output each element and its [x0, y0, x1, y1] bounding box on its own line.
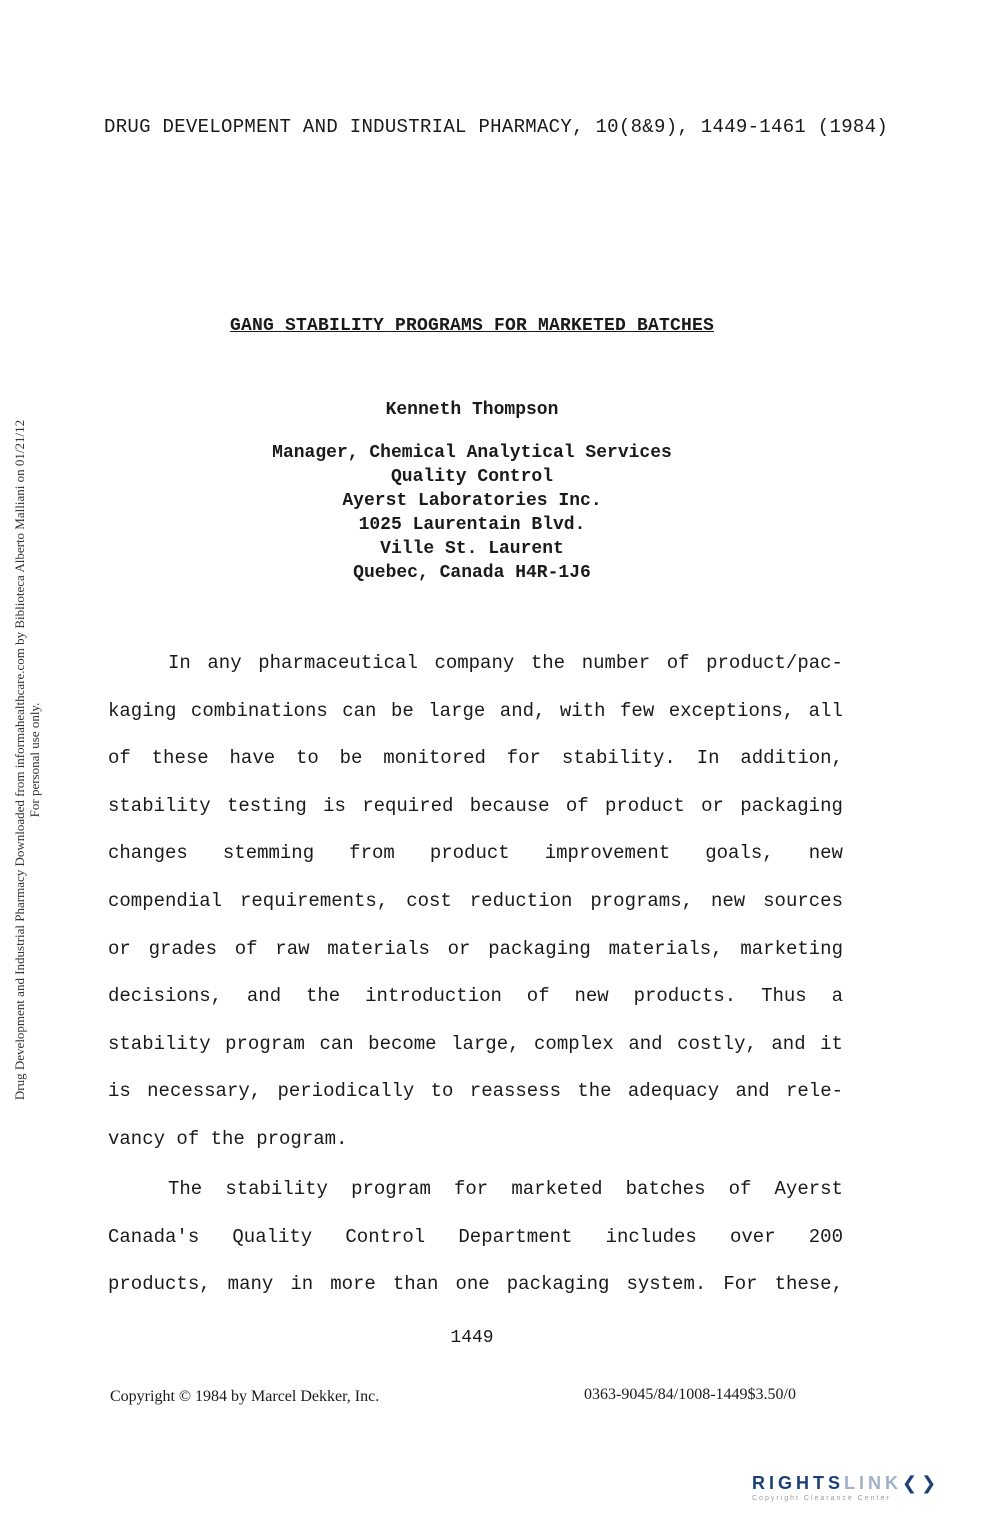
- word: new: [808, 842, 843, 865]
- word: batches: [625, 1178, 706, 1200]
- word: In: [168, 652, 191, 674]
- word: it: [820, 1032, 843, 1055]
- word: goals,: [705, 842, 774, 865]
- word: For: [723, 1273, 758, 1296]
- author-affiliation: [0, 441, 944, 585]
- word: products.: [633, 985, 737, 1008]
- word: and: [246, 985, 282, 1008]
- word: program: [351, 1178, 431, 1200]
- word: Quality: [232, 1225, 313, 1248]
- rightslink-subtitle: Copyright Clearance Center: [752, 1495, 891, 1502]
- word: and: [628, 1032, 663, 1055]
- word: one: [455, 1273, 490, 1296]
- author-name: Kenneth Thompson: [385, 400, 559, 420]
- word: packaging: [740, 794, 843, 817]
- word: or: [108, 937, 131, 960]
- word: necessary,: [147, 1080, 262, 1103]
- word: product/pac-: [706, 652, 843, 674]
- side-note-line: Drug Development and Industrial Pharmacy Downloaded from informahealthcare.com by Biblioteca Alberto Malliani on 01/21/12: [12, 419, 27, 1101]
- word: Control: [345, 1225, 426, 1248]
- word: complex: [534, 1032, 614, 1055]
- word: the: [530, 652, 566, 674]
- word: exceptions,: [668, 699, 795, 722]
- word: of: [234, 937, 258, 960]
- word: all: [808, 699, 843, 722]
- word: raw: [275, 937, 310, 960]
- word: kaging: [108, 699, 177, 722]
- body-paragraph-1: [108, 640, 843, 1164]
- word: can: [342, 699, 377, 722]
- word: changes: [108, 842, 188, 865]
- word: packaging: [488, 937, 591, 960]
- text-line: [108, 735, 843, 783]
- word: have: [229, 747, 276, 770]
- word: system.: [626, 1273, 707, 1296]
- word: materials,: [608, 937, 723, 960]
- word: required: [362, 794, 454, 817]
- word: adequacy: [627, 1080, 720, 1103]
- word: of: [728, 1178, 752, 1200]
- word: the: [577, 1080, 612, 1103]
- word: for: [454, 1178, 489, 1200]
- word: Ayerst: [774, 1178, 843, 1200]
- text-line: [108, 1021, 843, 1069]
- word: combinations: [190, 699, 328, 722]
- word: can: [319, 1032, 354, 1055]
- word: stability: [108, 1032, 211, 1055]
- affiliation-line: Quality Control: [390, 467, 554, 487]
- word: packaging: [506, 1273, 610, 1296]
- word: stability: [225, 1178, 328, 1200]
- word: any: [207, 652, 242, 674]
- article-code: 0363-9045/84/1008-1449$3.50/0: [584, 1386, 796, 1403]
- word: large,: [451, 1032, 520, 1055]
- word: materials: [327, 937, 430, 960]
- word: for: [506, 747, 541, 770]
- word: company: [434, 652, 515, 674]
- word: sources: [763, 889, 843, 912]
- word: improvement: [544, 842, 671, 865]
- word: many: [227, 1273, 274, 1296]
- word: Canada's: [108, 1225, 200, 1248]
- word: to: [295, 747, 319, 770]
- body-paragraph-2: [108, 1166, 843, 1309]
- side-note-line: For personal use only.: [27, 702, 42, 818]
- page-number: 1449: [450, 1328, 494, 1348]
- text-line: [108, 1261, 843, 1309]
- word: these: [151, 747, 209, 770]
- journal-citation: DRUG DEVELOPMENT AND INDUSTRIAL PHARMACY, 10(8&9), 1449-1461 (1984): [104, 116, 889, 138]
- word: marketed: [511, 1178, 603, 1200]
- affiliation-line: Ayerst Laboratories Inc.: [342, 491, 602, 511]
- word: reduction: [469, 889, 573, 912]
- word: includes: [605, 1225, 697, 1248]
- word: large: [428, 699, 486, 722]
- word: product: [429, 842, 510, 865]
- text-line: vancy of the program.: [108, 1127, 348, 1150]
- word: these,: [774, 1273, 843, 1296]
- word: In: [696, 747, 720, 770]
- word: of: [565, 794, 589, 817]
- word: stability: [108, 794, 211, 817]
- word: marketing: [740, 937, 843, 960]
- word: addition,: [740, 747, 843, 770]
- word: and: [771, 1032, 806, 1055]
- article-title: GANG STABILITY PROGRAMS FOR MARKETED BATCHES: [229, 316, 715, 336]
- copyright-notice: Copyright © 1984 by Marcel Dekker, Inc.: [110, 1388, 380, 1405]
- word: number: [581, 652, 651, 674]
- text-line: [108, 688, 843, 736]
- download-side-note: [0, 0, 60, 1535]
- word: pharmaceutical: [258, 652, 418, 674]
- affiliation-line: Quebec, Canada H4R-1J6: [353, 563, 591, 583]
- word: more: [330, 1273, 376, 1296]
- word: introduction: [365, 985, 502, 1008]
- word: be: [339, 747, 363, 770]
- text-line: [108, 973, 843, 1021]
- word: or: [447, 937, 471, 960]
- affiliation-line: Ville St. Laurent: [380, 539, 564, 559]
- word: reassess: [469, 1080, 562, 1103]
- word: the: [306, 985, 341, 1008]
- word: of: [666, 652, 690, 674]
- word: compendial: [108, 889, 223, 912]
- word: programs,: [590, 889, 693, 912]
- word: a: [831, 985, 843, 1008]
- rightslink-rights-text: RIGHTS: [752, 1473, 845, 1493]
- word: be: [390, 699, 414, 722]
- word: to: [430, 1080, 454, 1103]
- word: with: [559, 699, 606, 722]
- word: from: [349, 842, 395, 865]
- word: few: [620, 699, 655, 722]
- word: in: [290, 1273, 314, 1296]
- word: cost: [406, 889, 452, 912]
- word: of: [526, 985, 550, 1008]
- word: Department: [458, 1225, 573, 1248]
- word: and: [735, 1080, 770, 1103]
- word: new: [710, 889, 746, 912]
- text-line: [108, 878, 843, 926]
- word: decisions,: [108, 985, 223, 1008]
- word: costly,: [677, 1032, 757, 1055]
- word: of: [108, 747, 131, 770]
- word: program: [225, 1032, 305, 1055]
- word: rele-: [785, 1080, 843, 1103]
- text-line: [108, 926, 843, 974]
- word: because: [469, 794, 550, 817]
- word: 200: [808, 1225, 843, 1248]
- word: requirements,: [240, 889, 389, 912]
- word: or: [701, 794, 724, 817]
- word: periodically: [277, 1080, 415, 1103]
- affiliation-line: Manager, Chemical Analytical Services: [272, 443, 672, 463]
- rightslink-link-text: LINK: [844, 1473, 903, 1493]
- text-line: [108, 830, 843, 878]
- text-line: [108, 1068, 843, 1116]
- word: Thus: [761, 985, 807, 1008]
- word: monitored: [383, 747, 486, 770]
- word: products,: [108, 1273, 211, 1296]
- word: is: [323, 794, 346, 817]
- word: grades: [148, 937, 217, 960]
- text-line: [108, 640, 843, 688]
- word: than: [392, 1273, 439, 1296]
- word: and,: [499, 699, 546, 722]
- word: testing: [226, 794, 307, 817]
- word: stability.: [561, 747, 676, 770]
- word: new: [574, 985, 609, 1008]
- word: become: [368, 1032, 437, 1055]
- word: over: [729, 1225, 776, 1248]
- word: product: [605, 794, 685, 817]
- word: stemming: [222, 842, 315, 865]
- text-line: [108, 1214, 843, 1262]
- word: is: [108, 1080, 131, 1103]
- text-line: [108, 783, 843, 831]
- word: The: [168, 1178, 203, 1200]
- chevron-icon: ❮❯: [902, 1473, 941, 1493]
- affiliation-line: 1025 Laurentain Blvd.: [358, 515, 586, 535]
- text-line: [108, 1166, 843, 1214]
- rightslink-logo[interactable]: [752, 1473, 940, 1502]
